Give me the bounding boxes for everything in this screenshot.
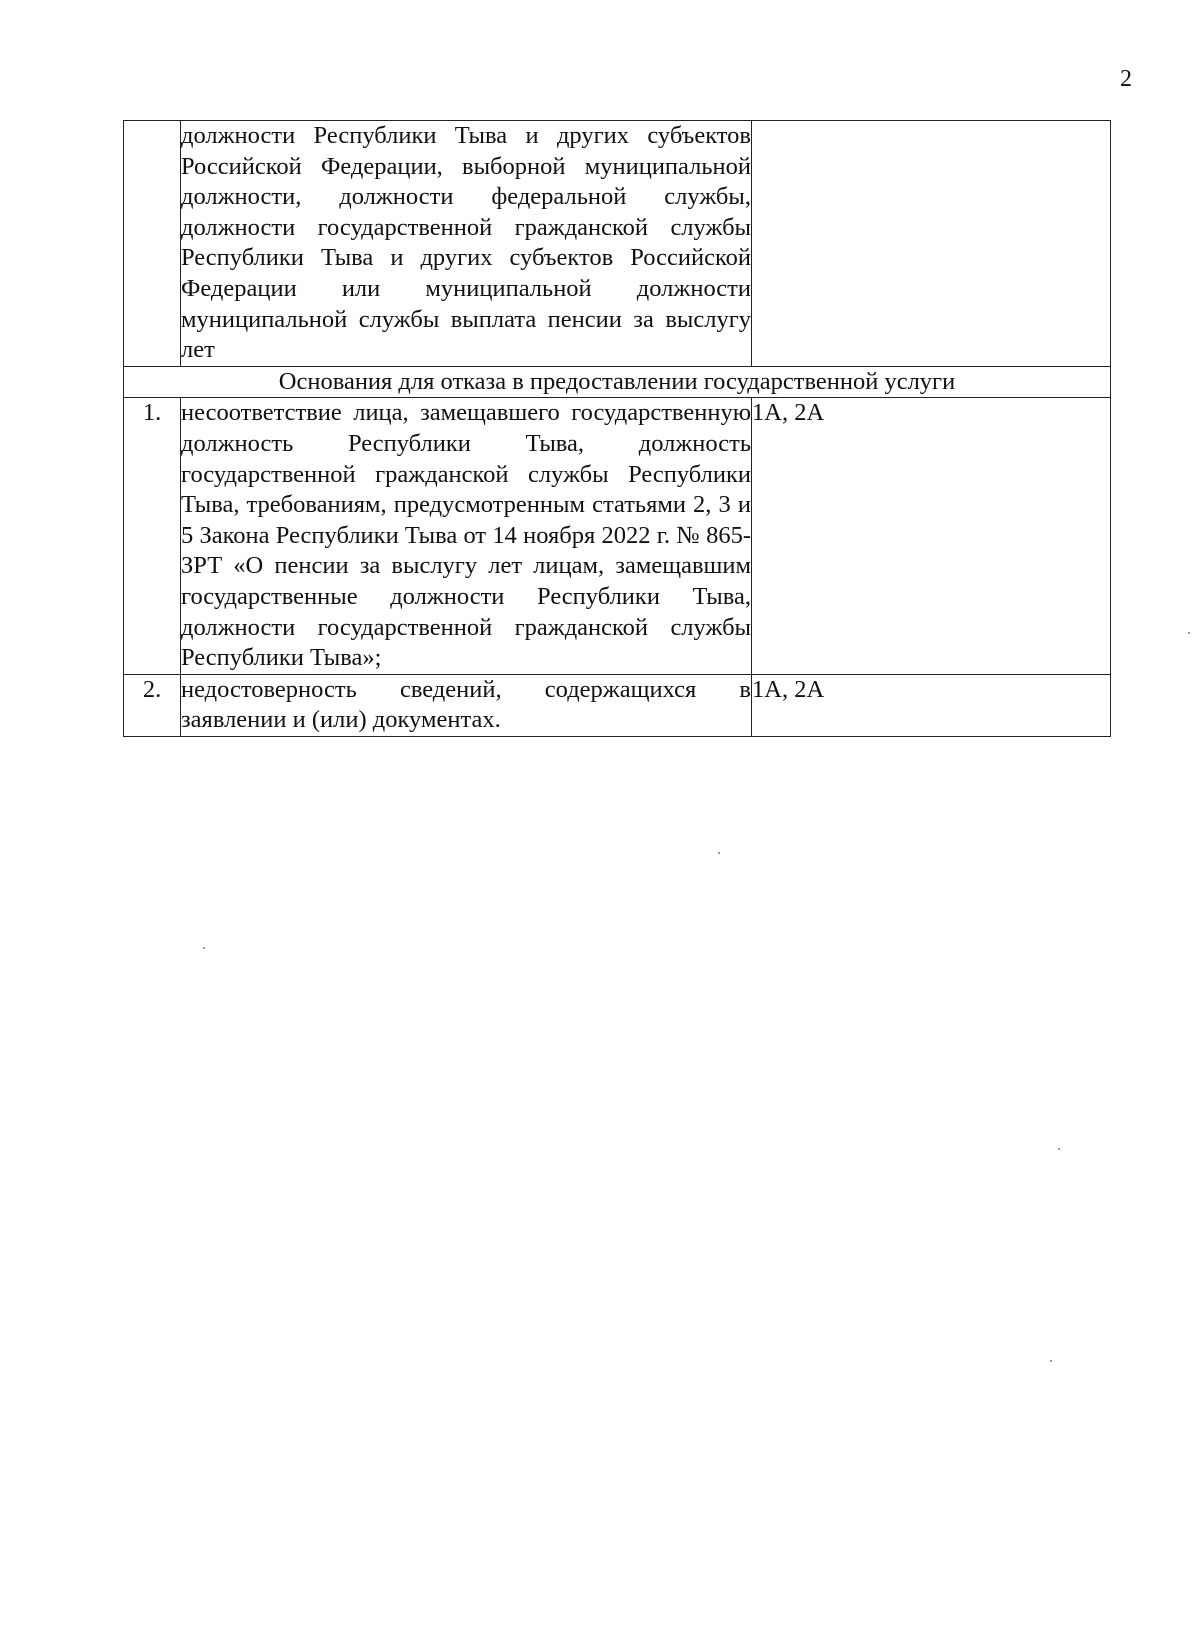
row-text-cell: несоответствие лица, замещавшего государственную должность Республики Тыва, должность государственной гражданской службы Республики Тыва, требованиям, предусмотренным статьями 2, 3 и 5 Закона Республики Тыва от 14 ноября 2022 г. № 865-ЗРТ «О пенсии за выслугу лет лицам, замещавшим государственные должности Республики Тыва, должности государственной гражданской службы Республики Тыва»; <box>181 398 752 674</box>
table-row <box>124 674 1111 736</box>
scan-speck <box>718 852 720 854</box>
row-number-cell <box>124 121 181 367</box>
scan-speck <box>1058 1148 1060 1150</box>
section-heading-row <box>124 366 1111 398</box>
row-reference-cell: 1А, 2А <box>752 674 1111 736</box>
row-number-cell: 1. <box>124 398 181 674</box>
scan-speck <box>203 947 205 949</box>
row-text-cell: должности Республики Тыва и других субъектов Российской Федерации, выборной муниципальной должности, должности федеральной службы, должности государственной гражданской службы Республики Тыва и других субъектов Российской Федерации или муниципальной должности муниципальной службы выплата пенсии за выслугу лет <box>181 121 752 367</box>
scan-speck <box>1050 1360 1052 1362</box>
table-row-continuation <box>124 121 1111 367</box>
row-reference-cell <box>752 121 1111 367</box>
section-heading: Основания для отказа в предоставлении государственной услуги <box>124 366 1111 398</box>
scan-speck <box>1188 632 1190 634</box>
page-number: 2 <box>1120 66 1132 92</box>
row-text-cell: недостоверность сведений, содержащихся в заявлении и (или) документах. <box>181 674 752 736</box>
table-row <box>124 398 1111 674</box>
row-number-cell: 2. <box>124 674 181 736</box>
services-table <box>123 120 1111 737</box>
row-reference-cell: 1А, 2А <box>752 398 1111 674</box>
